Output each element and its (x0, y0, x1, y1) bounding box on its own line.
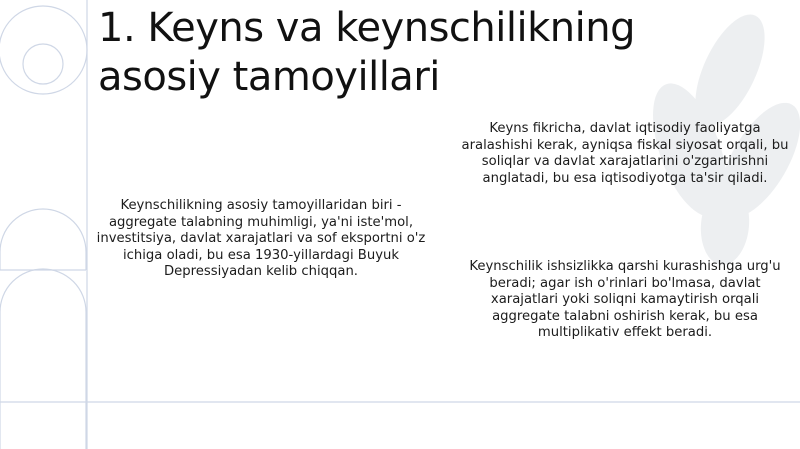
circle-inner (23, 44, 63, 84)
paragraph-principles: Keynschilikning asosiy tamoyillaridan biri - aggregate talabning muhimligi, ya'ni iste'mol, investitsiya, davlat xarajatlari va sof eksportni o'z ichiga oladi, bu esa 1930-yillardagi Buyuk Depressiyadan kelib chiqqan. (96, 198, 426, 280)
paragraph-unemployment: Keynschilik ishsizlikka qarshi kurashishga urg'u beradi; agar ish o'rinlari bo'lmasa, davlat xarajatlari yoki soliqni kamaytirish orqali aggregate talabni oshirish kerak, bu esa multiplikativ effekt beradi. (469, 259, 781, 341)
slide-title: 1. Keyns va keynschilikning asosiy tamoyillari (98, 5, 635, 100)
arch-lower (0, 269, 86, 449)
circle-outer (0, 6, 87, 94)
paragraph-fiscal-policy: Keyns fikricha, davlat iqtisodiy faoliyatga aralashishi kerak, ayniqsa fiskal siyosat orqali, bu soliqlar va davlat xarajatlarini o'zgartirishni anglatadi, bu esa iqtisodiyotga ta'sir qiladi. (461, 121, 789, 186)
arch-upper (0, 209, 86, 270)
